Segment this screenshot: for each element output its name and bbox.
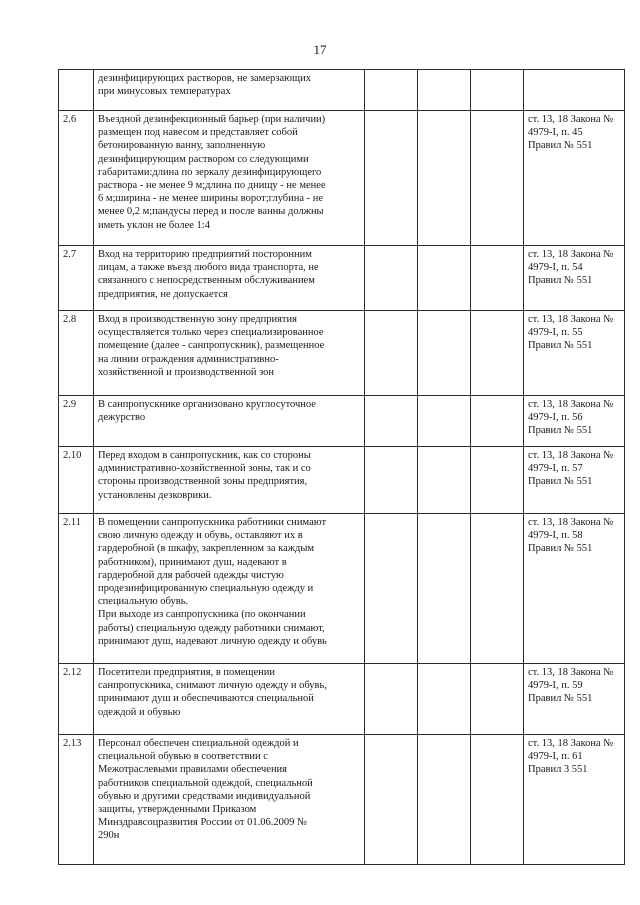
requirement-text-content: Персонал обеспечен специальной одеждой и специальной обувью в соответствии с Межотраслевыми правилами обеспечения работников специальной одеждой, специальной обувью и другими средствами индивидуальной защиты, утвержденными Приказом Минздравсоцразвития России от 01.06.2009 № 290н [98, 738, 313, 842]
requirement-text-content: В помещении санпропускника работники снимают свою личную одежду и обувь, оставляют их в гардеробной (в шкафу, закрепленном за каждым работником), принимают душ, надевают в гардеробной для рабочей одежды чистую продезинфицированную специальную одежду и специальную обувь. При выходе из санпропускника (по окончании работы) специальную одежду работники снимают, принимают душ, надевают личную одежду и обувь [98, 517, 327, 647]
requirement-text [94, 735, 365, 865]
legal-reference-content: ст. 13, 18 Закона № 4979-I, п. 54 Правил № 551 [528, 249, 614, 287]
requirement-text-content: Перед входом в санпропускник, как со стороны административно-хозяйственной зоны, так и со стороны производственной зоны предприятия, установлены дезковрики. [98, 450, 311, 501]
mark-cell-yes [365, 246, 418, 311]
legal-reference [524, 735, 625, 865]
page-number: 17 [313, 42, 327, 57]
mark-cell-na [471, 514, 524, 664]
table-row [59, 664, 625, 735]
item-number: 2.9 [59, 396, 94, 447]
legal-reference [524, 246, 625, 311]
mark-cell-na [471, 70, 524, 111]
requirement-text-content: В санпропускнике организовано круглосуточное дежурство [98, 399, 316, 424]
legal-reference-content: ст. 13, 18 Закона № 4979-I, п. 61 Правил 3 551 [528, 738, 614, 776]
table-row [59, 70, 625, 111]
requirement-text [94, 111, 365, 246]
mark-cell-yes [365, 396, 418, 447]
table-body [59, 70, 625, 865]
legal-reference-content: ст. 13, 18 Закона № 4979-I, п. 45 Правил № 551 [528, 114, 614, 152]
item-number: 2.12 [59, 664, 94, 735]
mark-cell-yes [365, 735, 418, 865]
mark-cell-no [418, 447, 471, 514]
mark-cell-na [471, 447, 524, 514]
mark-cell-na [471, 246, 524, 311]
table-row [59, 447, 625, 514]
requirement-text [94, 70, 365, 111]
table-row [59, 111, 625, 246]
table-row [59, 311, 625, 396]
mark-cell-na [471, 111, 524, 246]
mark-cell-no [418, 111, 471, 246]
requirement-text [94, 311, 365, 396]
mark-cell-no [418, 735, 471, 865]
requirement-text-content: дезинфицирующих растворов, не замерзающих при минусовых температурах [98, 73, 311, 98]
mark-cell-no [418, 311, 471, 396]
mark-cell-na [471, 311, 524, 396]
table-row [59, 514, 625, 664]
mark-cell-no [418, 70, 471, 111]
mark-cell-no [418, 396, 471, 447]
mark-cell-yes [365, 447, 418, 514]
item-number: 2.6 [59, 111, 94, 246]
legal-reference [524, 396, 625, 447]
legal-reference-content: ст. 13, 18 Закона № 4979-I, п. 59 Правил № 551 [528, 667, 614, 705]
mark-cell-yes [365, 514, 418, 664]
item-number [59, 70, 94, 111]
mark-cell-no [418, 514, 471, 664]
requirement-text-content: Вход в производственную зону предприятия осуществляется только через специализированное помещение (далее - санпропускник), размещенное на линии ограждения административно- хозяйственной и производственной зон [98, 314, 325, 378]
item-number: 2.8 [59, 311, 94, 396]
table-row [59, 246, 625, 311]
legal-reference [524, 70, 625, 111]
mark-cell-yes [365, 311, 418, 396]
legal-reference [524, 311, 625, 396]
item-number: 2.10 [59, 447, 94, 514]
mark-cell-na [471, 735, 524, 865]
mark-cell-na [471, 396, 524, 447]
requirement-text [94, 664, 365, 735]
mark-cell-yes [365, 664, 418, 735]
item-number: 2.11 [59, 514, 94, 664]
legal-reference [524, 447, 625, 514]
requirement-text [94, 396, 365, 447]
legal-reference-content: ст. 13, 18 Закона № 4979-I, п. 55 Правил № 551 [528, 314, 614, 352]
mark-cell-na [471, 664, 524, 735]
legal-reference [524, 664, 625, 735]
legal-reference-content: ст. 13, 18 Закона № 4979-I, п. 56 Правил № 551 [528, 399, 614, 437]
table-row [59, 396, 625, 447]
legal-reference [524, 111, 625, 246]
item-number: 2.7 [59, 246, 94, 311]
requirement-text [94, 514, 365, 664]
mark-cell-no [418, 664, 471, 735]
checklist-table [58, 69, 625, 865]
legal-reference [524, 514, 625, 664]
requirement-text-content: Посетители предприятия, в помещении санпропускника, снимают личную одежду и обувь, принимают душ и обеспечиваются специальной одеждой и обувью [98, 667, 327, 718]
item-number: 2.13 [59, 735, 94, 865]
requirement-text-content: Вход на территорию предприятий посторонним лицам, а также въезд любого вида транспорта, не связанного с непосредственным обслуживанием предприятия, не допускается [98, 249, 319, 300]
legal-reference-content: ст. 13, 18 Закона № 4979-I, п. 58 Правил № 551 [528, 517, 614, 555]
table-row [59, 735, 625, 865]
mark-cell-yes [365, 70, 418, 111]
mark-cell-no [418, 246, 471, 311]
mark-cell-yes [365, 111, 418, 246]
legal-reference-content: ст. 13, 18 Закона № 4979-I, п. 57 Правил № 551 [528, 450, 614, 488]
requirement-text [94, 447, 365, 514]
requirement-text [94, 246, 365, 311]
requirement-text-content: Въездной дезинфекционный барьер (при наличии) размещен под навесом и представляет собой бетонированную ванну, заполненную дезинфицирующим раствором со следующими габаритами:длина по зеркалу дезинфицирующего раствора - не менее 9 м;длина по днищу - не менее 6 м;ширина - не менее ширины ворот;глубина - не менее 0,2 м;пандусы перед и после ванны должны иметь уклон не более 1:4 [98, 114, 326, 231]
